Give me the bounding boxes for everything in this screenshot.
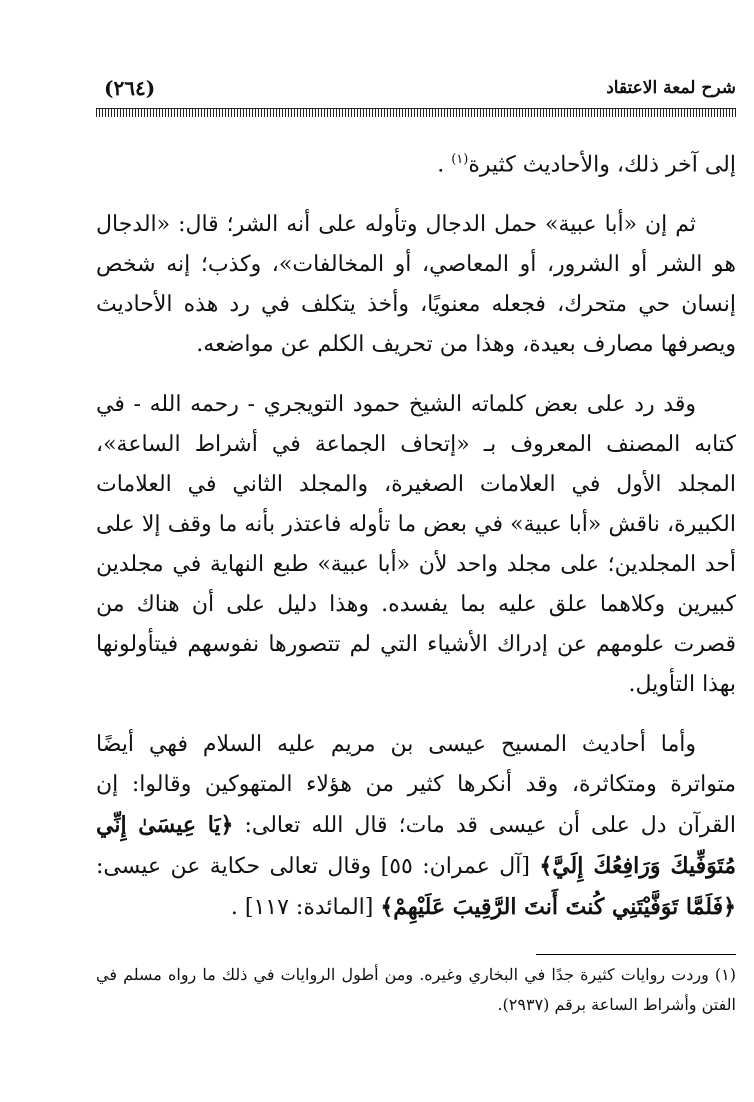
paragraph-4: [96, 725, 736, 928]
book-page: [96, 70, 736, 1014]
paragraph-3: وقد رد على بعض كلماته الشيخ حمود التويجري - رحمه الله - في كتابه المصنف المعروف بـ «إتحاف الجماعة في أشراط الساعة»، المجلد الأول في العلامات الصغيرة، والمجلد الثاني في العلامات الكبيرة، ناقش «أبا عبية» في بعض ما تأوله فاعتذر بأنه ما وقف إلا على أحد المجلدين؛ على مجلد واحد لأن «أبا عبية» طبع النهاية في مجلدين كبيرين وكلاهما علق عليه بما يفسده. وهذا دليل على أن هناك من قصرت علومهم عن إدراك الأشياء التي لم تتصورها نفوسهم فيتأولونها بهذا التأويل.: [96, 392, 736, 698]
paragraph-1-end: .: [437, 152, 452, 178]
footnote-separator: [536, 954, 736, 955]
footnote: (١) وردت روايات كثيرة جدًا في البخاري وغيره. ومن أطول الروايات في ذلك ما رواه مسلم في الفتن وأشراط الساعة برقم (٢٩٣٧).: [96, 965, 736, 1014]
page-number: (٢٦٤): [104, 76, 156, 100]
header-rule: [96, 108, 736, 117]
page-body: [96, 140, 736, 928]
quran-verse-2: ﴿فَلَمَّا تَوَفَّيْتَنِي كُنتَ أَنتَ الرَّقِيبَ عَلَيْهِمْ﴾: [380, 894, 736, 921]
paragraph-4-text-b: [آل عمران: ٥٥] وقال تعالى حكاية عن عيسى:: [96, 854, 540, 880]
running-title: شرح لمعة الاعتقاد: [606, 78, 736, 98]
paragraph-4-text-c: [المائدة: ١١٧] .: [230, 895, 381, 921]
paragraph-1-text: إلى آخر ذلك، والأحاديث كثيرة: [468, 152, 736, 178]
footnote-reference: (١): [451, 152, 469, 167]
paragraph-2: ثم إن «أبا عبية» حمل الدجال وتأوله على أنه الشر؛ قال: «الدجال هو الشر أو الشرور، أو المعاصي، أو المخالفات»، وكذب؛ إنه شخص إنسان حي متحرك، فجعله معنويًا، وأخذ يتكلف في رد هذه الأحاديث ويصرفها مصارف بعيدة، وهذا من تحريف الكلم عن مواضعه.: [96, 212, 736, 358]
paragraph-1: [96, 140, 736, 185]
page-header: [96, 70, 736, 106]
paragraph-4-text-a: وأما أحاديث المسيح عيسى بن مريم عليه السلام فهي أيضًا متواترة ومتكاثرة، وقد أنكرها كثير من هؤلاء المتهوكين وقالوا: إن القرآن دل على أن عيسى قد مات؛ قال الله تعالى:: [96, 732, 736, 839]
quran-verse-1: ﴿يَا عِيسَىٰ إِنِّي مُتَوَفِّيكَ وَرَافِعُكَ إِلَيَّ﴾: [96, 812, 736, 880]
